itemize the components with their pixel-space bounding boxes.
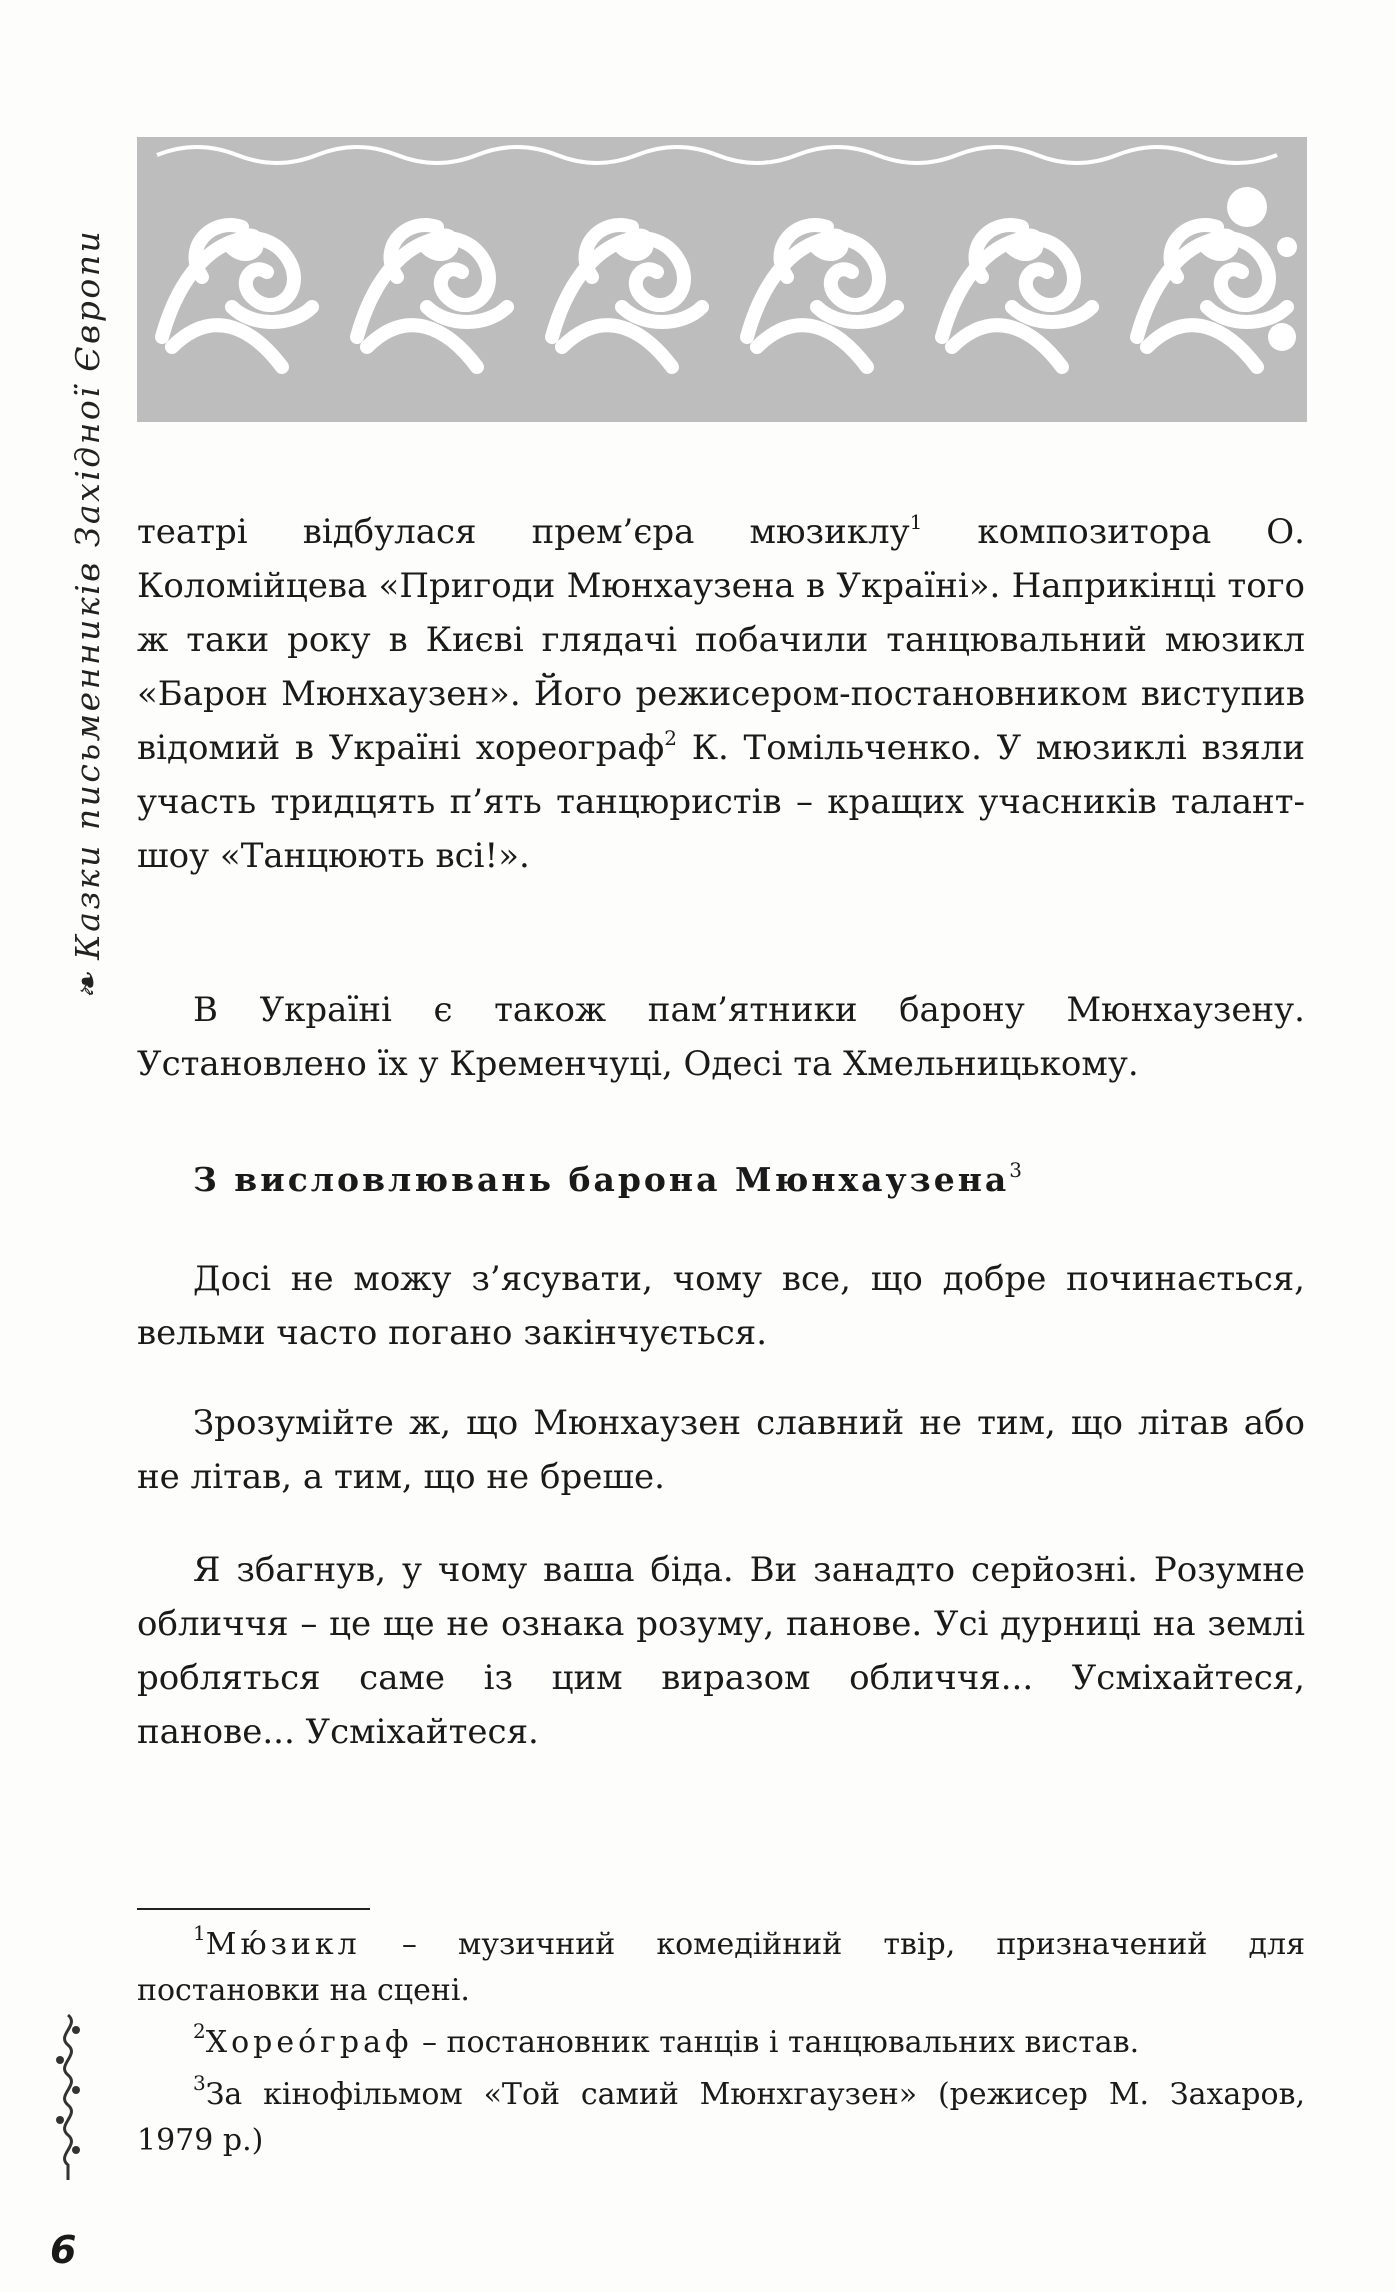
- footnote-text: – музичний комедійний твір, призначений для постановки на сцені.: [137, 1927, 1305, 2008]
- footnote-term: Мю́зикл: [205, 1927, 361, 1962]
- scroll-stroke: [757, 325, 867, 367]
- footnote-number: 3: [193, 2071, 206, 2095]
- footnote-term: Хорео́граф: [205, 2025, 413, 2060]
- footnotes: [137, 1922, 1305, 2170]
- footnote-3: [137, 2072, 1305, 2164]
- footnote-ref-2: 2: [664, 726, 677, 750]
- decorative-ornament-band: [137, 137, 1307, 422]
- quote-2: [137, 1396, 1305, 1504]
- top-scroll-line: [157, 147, 1277, 163]
- scroll-motif: [357, 225, 507, 367]
- leaf-shape: [807, 228, 849, 261]
- corner-vine-ornament-icon: [48, 2010, 88, 2185]
- scroll-motif: [1137, 225, 1287, 367]
- section-heading-text: З висловлювань барона Мюнхаузена: [193, 1160, 1010, 1199]
- footnote-text: За кінофільмом «Той самий Мюнхгаузен» (режисер М. Захаров, 1979 р.): [137, 2077, 1305, 2158]
- floral-scroll-ornament-icon: [137, 137, 1307, 422]
- footnote-ref-3: 3: [1009, 1158, 1022, 1182]
- scroll-stroke: [172, 325, 282, 367]
- page-number: 6: [50, 2228, 77, 2272]
- scroll-stroke: [1147, 325, 1257, 367]
- quote-1: [137, 1252, 1305, 1360]
- footnote-1: [137, 1922, 1305, 2014]
- bubble: [1268, 323, 1296, 351]
- leaf-shape: [1197, 228, 1239, 261]
- scroll-motif: [162, 225, 312, 367]
- footnote-number: 2: [193, 2019, 206, 2043]
- monuments-paragraph: [137, 983, 1305, 1091]
- leaf-shape: [222, 228, 264, 261]
- scroll-stroke: [952, 325, 1062, 367]
- scroll-motif: [552, 225, 702, 367]
- bubble: [1277, 237, 1297, 257]
- leaf-ornament-icon: ❧: [68, 969, 107, 1000]
- scroll-motif: [747, 225, 897, 367]
- scroll-stroke: [562, 325, 672, 367]
- footnote-ref-1: 1: [909, 510, 923, 534]
- leaf-shape: [612, 228, 654, 261]
- intro-text-part2: композитора О. Коломійцева «Пригоди Мюнхаузена в Україні». Наприкінці того ж таки року в Києві глядачі побачили танцювальний мюзикл «Барон Мюнхаузен». Його режисером-постановником виступив відомий в Україні хореограф: [137, 512, 1305, 768]
- quote-text: Досі не можу з’ясувати, чому все, що добре починається, вельми часто погано закінчується.: [137, 1259, 1305, 1353]
- intro-paragraph: [137, 505, 1305, 883]
- footnote-2: [137, 2020, 1305, 2066]
- quote-text: Зрозумійте ж, що Мюнхаузен славний не тим, що літав або не літав, а тим, що не бреше.: [137, 1403, 1305, 1497]
- running-header-title: Казки письменників Західної Європи: [68, 228, 107, 960]
- quote-text: Я збагнув, у чому ваша біда. Ви занадто серйозні. Розумне обличчя – це ще не ознака розуму, панове. Усі дурниці на землі робляться саме із цим виразом обличчя... Усміхайтеся, панове... Усміхайтеся.: [137, 1550, 1305, 1752]
- leaf-shape: [1002, 228, 1044, 261]
- scroll-motif: [942, 225, 1092, 367]
- footnote-number: 1: [193, 1921, 206, 1945]
- leaf-shape: [417, 228, 459, 261]
- scroll-stroke: [367, 325, 477, 367]
- monuments-text: В Україні є також пам’ятники барону Мюнхаузену. Установлено їх у Кременчуці, Одесі та Хмельницькому.: [137, 990, 1305, 1084]
- bubble: [1227, 187, 1267, 227]
- running-header: [68, 229, 107, 1000]
- footnote-text: – постановник танців і танцювальних вистав.: [412, 2025, 1140, 2060]
- intro-text-part3: К. Томільченко. У мюзиклі взяли участь тридцять п’ять танцюристів – кращих учасників талант-шоу «Танцюють всі!».: [137, 728, 1306, 876]
- intro-text-part1: театрі відбулася прем’єра мюзиклу: [137, 512, 910, 552]
- footnote-separator: [137, 1908, 370, 1910]
- section-heading: [193, 1160, 1303, 1199]
- quote-3: [137, 1543, 1305, 1759]
